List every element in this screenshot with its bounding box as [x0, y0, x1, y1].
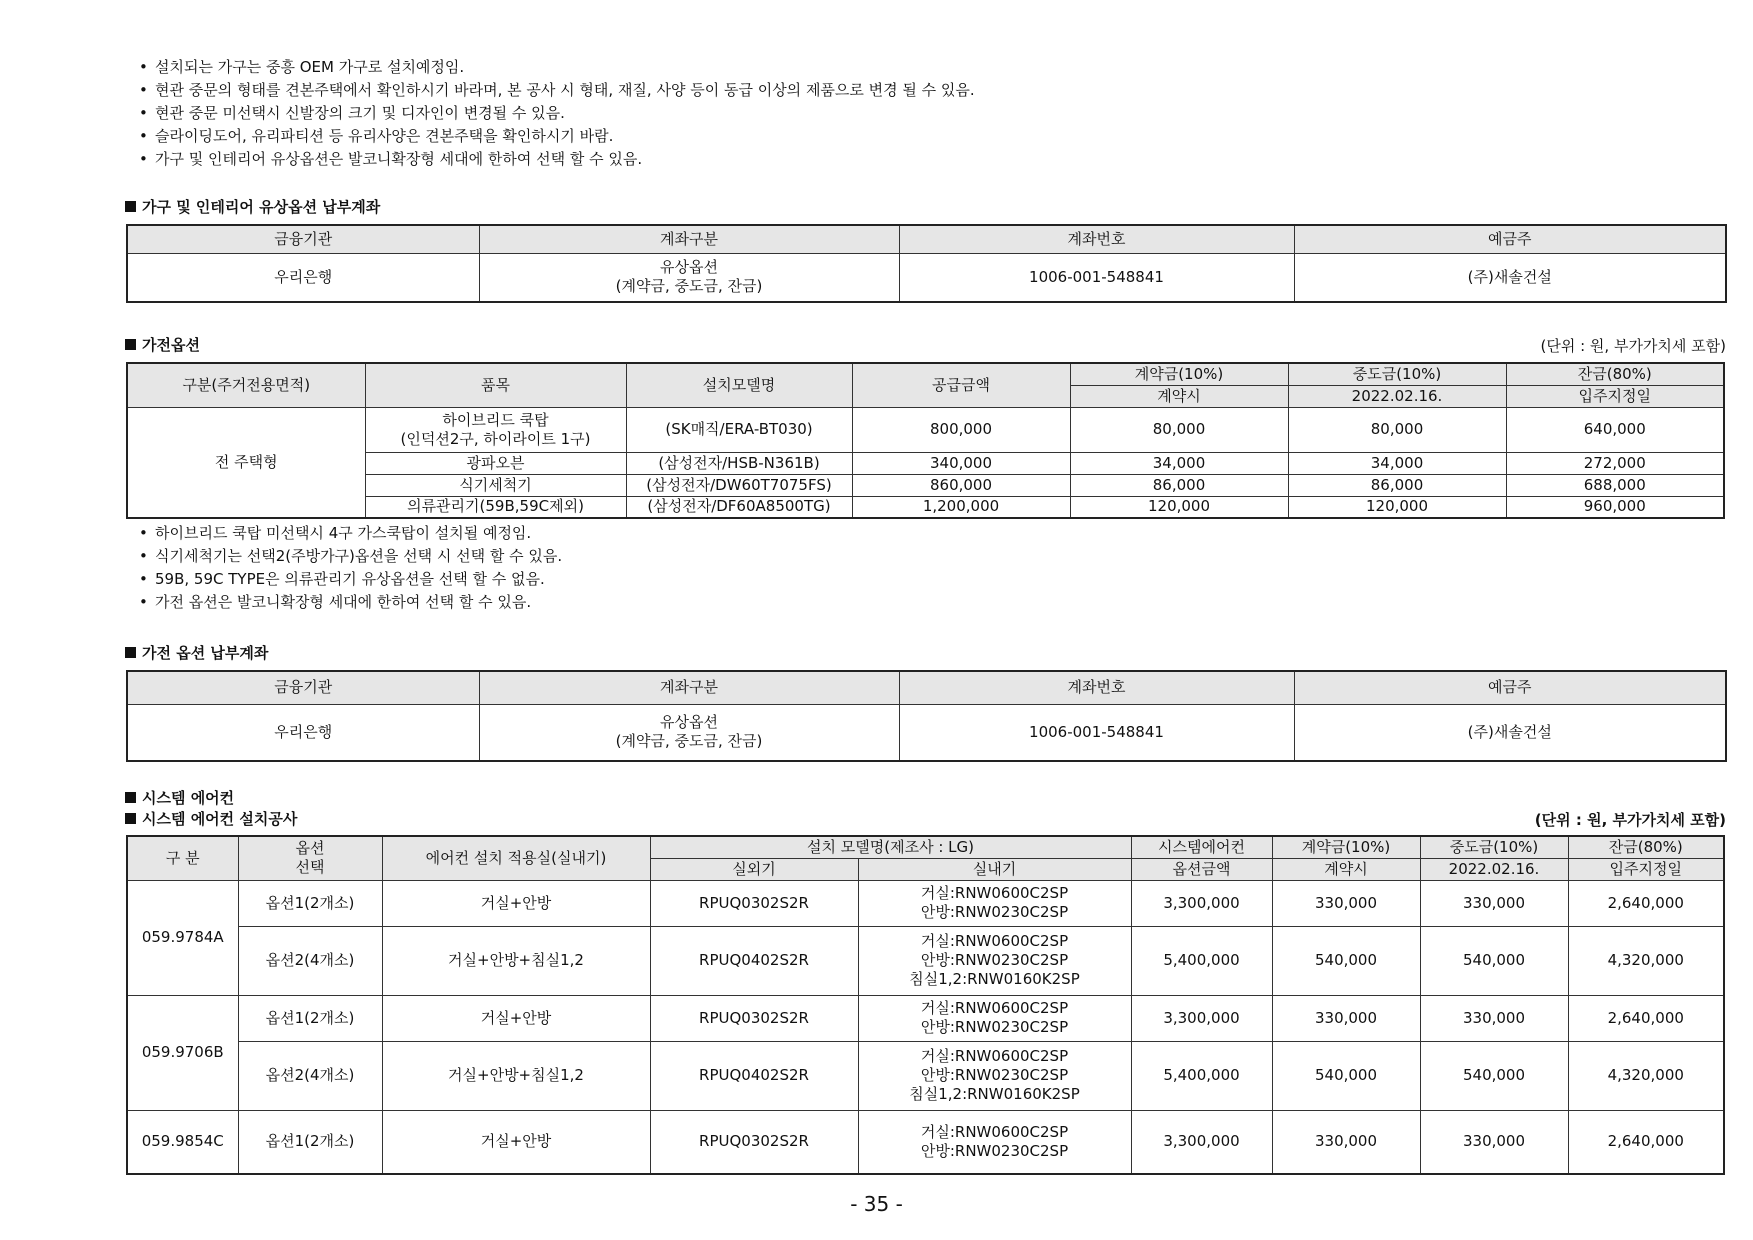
cell-account-holder: (주)새솔건설 [1294, 253, 1726, 302]
cell-option: 옵션1(2개소) [238, 1110, 382, 1174]
cell-balance: 2,640,000 [1568, 995, 1724, 1041]
note-item: • 설치되는 가구는 중흥 OEM 가구로 설치예정임. [125, 56, 975, 79]
top-notes-list [125, 56, 975, 171]
cell-model: (삼성전자/HSB-N361B) [626, 452, 852, 474]
note-item: • 하이브리드 쿡탑 미선택시 4구 가스쿡탑이 설치될 예정임. [125, 522, 562, 545]
note-item: • 59B, 59C TYPE은 의류관리기 유상옵션을 선택 할 수 없음. [125, 568, 562, 591]
note-item: • 현관 중문의 형태를 견본주택에서 확인하시기 바라며, 본 공사 시 형태, 재질, 사양 등이 동급 이상의 제품으로 변경 될 수 있음. [125, 79, 975, 102]
cell-outdoor: RPUQ0302S2R [650, 880, 858, 926]
cell-item: 식기세척기 [365, 474, 626, 496]
cell-indoor [858, 880, 1131, 926]
account-type-line1: 유상옵션 [660, 258, 718, 277]
appliance-account-table [126, 670, 1727, 762]
cell-bank: 우리은행 [127, 253, 479, 302]
cell-price: 860,000 [852, 474, 1070, 496]
indoor-line: 거실:RNW0600C2SP [920, 932, 1069, 950]
header-price-line2: 옵션금액 [1131, 858, 1272, 880]
note-item: • 식기세척기는 선택2(주방가구)옵션을 선택 시 선택 할 수 있음. [125, 545, 562, 568]
section-title-aircon-install [125, 809, 297, 829]
cell-deposit: 34,000 [1070, 452, 1288, 474]
cell-rooms: 거실+안방+침실1,2 [382, 926, 650, 995]
cell-balance: 2,640,000 [1568, 1110, 1724, 1174]
cell-price: 1,200,000 [852, 496, 1070, 518]
header-price-line1: 시스템에어컨 [1131, 836, 1272, 858]
cell-balance: 960,000 [1506, 496, 1724, 518]
square-bullet-icon [125, 201, 136, 212]
cell-middle: 330,000 [1420, 880, 1568, 926]
section-title-text: 시스템 에어컨 [142, 789, 235, 807]
cell-middle: 540,000 [1420, 926, 1568, 995]
section-title-appliance-account [125, 643, 268, 663]
cell-rooms: 거실+안방+침실1,2 [382, 1041, 650, 1110]
indoor-line: 안방:RNW0230C2SP [920, 1066, 1069, 1084]
header-indoor: 실내기 [858, 858, 1131, 880]
header-account-type: 계좌구분 [479, 225, 899, 253]
cell-option: 옵션1(2개소) [238, 880, 382, 926]
cell-indoor [858, 1110, 1131, 1174]
cell-price: 3,300,000 [1131, 995, 1272, 1041]
cell-deposit: 330,000 [1272, 995, 1420, 1041]
indoor-line: 안방:RNW0230C2SP [920, 1141, 1069, 1160]
cell-price: 5,400,000 [1131, 1041, 1272, 1110]
header-outdoor: 실외기 [650, 858, 858, 880]
header-balance: 잔금(80%) [1506, 363, 1724, 385]
square-bullet-icon [125, 813, 136, 824]
cell-price: 3,300,000 [1131, 880, 1272, 926]
cell-option: 옵션1(2개소) [238, 995, 382, 1041]
cell-balance: 2,640,000 [1568, 880, 1724, 926]
cell-middle: 86,000 [1288, 474, 1506, 496]
note-item: • 가전 옵션은 발코니확장형 세대에 한하여 선택 할 수 있음. [125, 591, 562, 614]
header-account-number: 계좌번호 [899, 225, 1294, 253]
cell-model: (SK매직/ERA-BT030) [626, 407, 852, 452]
cell-deposit: 540,000 [1272, 926, 1420, 995]
appliance-notes-list [125, 522, 562, 614]
furniture-account-table [126, 224, 1727, 303]
page-number: - 35 - [850, 1192, 903, 1216]
section-title-text: 가전 옵션 납부계좌 [142, 644, 269, 662]
indoor-line: 침실1,2:RNW0160K2SP [909, 1085, 1080, 1103]
cell-price: 5,400,000 [1131, 926, 1272, 995]
cell-middle: 330,000 [1420, 1110, 1568, 1174]
square-bullet-icon [125, 339, 136, 350]
section-title-text: 시스템 에어컨 설치공사 [142, 810, 298, 828]
square-bullet-icon [125, 647, 136, 658]
cell-account-type [479, 253, 899, 302]
cell-outdoor: RPUQ0302S2R [650, 995, 858, 1041]
cell-deposit: 540,000 [1272, 1041, 1420, 1110]
cell-middle: 34,000 [1288, 452, 1506, 474]
cell-balance: 4,320,000 [1568, 926, 1724, 995]
cell-account-holder: (주)새솔건설 [1294, 704, 1726, 761]
header-price: 공급금액 [852, 363, 1070, 407]
cell-balance: 272,000 [1506, 452, 1724, 474]
header-deposit-sub: 계약시 [1070, 385, 1288, 407]
header-bank: 금융기관 [127, 225, 479, 253]
header-balance: 잔금(80%) [1568, 836, 1724, 858]
indoor-line: 안방:RNW0230C2SP [920, 903, 1069, 921]
unit-note: (단위 : 원, 부가가치세 포함) [1534, 811, 1726, 829]
indoor-line: 침실1,2:RNW0160K2SP [909, 970, 1080, 988]
header-option-line1: 옵션 [295, 839, 325, 858]
cell-account-type [479, 704, 899, 761]
header-category: 구 분 [127, 836, 238, 880]
cell-price: 340,000 [852, 452, 1070, 474]
unit-note: (단위 : 원, 부가가치세 포함) [1540, 337, 1726, 355]
cell-option: 옵션2(4개소) [238, 1041, 382, 1110]
square-bullet-icon [125, 792, 136, 803]
cell-deposit: 330,000 [1272, 880, 1420, 926]
cell-type: 059.9854C [127, 1110, 238, 1174]
indoor-line: 안방:RNW0230C2SP [920, 951, 1069, 969]
cell-middle: 80,000 [1288, 407, 1506, 452]
item-line1: 하이브리드 쿡탑 [442, 410, 549, 429]
indoor-line: 안방:RNW0230C2SP [920, 1018, 1069, 1036]
account-type-line1: 유상옵션 [660, 713, 718, 732]
cell-balance: 4,320,000 [1568, 1041, 1724, 1110]
cell-outdoor: RPUQ0402S2R [650, 1041, 858, 1110]
header-option-line2: 선택 [295, 858, 325, 877]
cell-outdoor: RPUQ0302S2R [650, 1110, 858, 1174]
aircon-options-table [126, 835, 1725, 1175]
cell-model: (삼성전자/DW60T7075FS) [626, 474, 852, 496]
item-line2: (인덕션2구, 하이라이트 1구) [400, 429, 591, 448]
account-type-line2: (계약금, 중도금, 잔금) [615, 277, 763, 296]
header-middle: 중도금(10%) [1420, 836, 1568, 858]
header-account-holder: 예금주 [1294, 225, 1726, 253]
indoor-line: 거실:RNW0600C2SP [920, 1122, 1069, 1141]
cell-indoor [858, 995, 1131, 1041]
account-type-line2: (계약금, 중도금, 잔금) [615, 732, 763, 751]
cell-balance: 640,000 [1506, 407, 1724, 452]
header-middle-sub: 2022.02.16. [1420, 858, 1568, 880]
note-item: • 현관 중문 미선택시 신발장의 크기 및 디자인이 변경될 수 있음. [125, 102, 975, 125]
cell-account-number: 1006-001-548841 [899, 253, 1294, 302]
indoor-line: 거실:RNW0600C2SP [920, 999, 1069, 1017]
header-category: 구분(주거전용면적) [127, 363, 365, 407]
cell-rooms: 거실+안방 [382, 880, 650, 926]
note-item: • 가구 및 인테리어 유상옵션은 발코니확장형 세대에 한하여 선택 할 수 있음. [125, 148, 975, 171]
cell-option: 옵션2(4개소) [238, 926, 382, 995]
header-account-type: 계좌구분 [479, 671, 899, 704]
header-deposit-sub: 계약시 [1272, 858, 1420, 880]
section-title-text: 가전옵션 [142, 336, 200, 354]
header-item: 품목 [365, 363, 626, 407]
header-balance-sub: 입주지정일 [1568, 858, 1724, 880]
cell-deposit: 330,000 [1272, 1110, 1420, 1174]
cell-item: 의류관리기(59B,59C제외) [365, 496, 626, 518]
cell-rooms: 거실+안방 [382, 1110, 650, 1174]
cell-model: (삼성전자/DF60A8500TG) [626, 496, 852, 518]
cell-price: 800,000 [852, 407, 1070, 452]
cell-deposit: 80,000 [1070, 407, 1288, 452]
header-model: 설치모델명 [626, 363, 852, 407]
header-balance-sub: 입주지정일 [1506, 385, 1724, 407]
cell-price: 3,300,000 [1131, 1110, 1272, 1174]
header-middle: 중도금(10%) [1288, 363, 1506, 385]
cell-bank: 우리은행 [127, 704, 479, 761]
cell-middle: 120,000 [1288, 496, 1506, 518]
header-deposit: 계약금(10%) [1070, 363, 1288, 385]
cell-account-number: 1006-001-548841 [899, 704, 1294, 761]
section-title-appliance [125, 335, 200, 355]
header-account-holder: 예금주 [1294, 671, 1726, 704]
cell-type: 059.9784A [127, 880, 238, 995]
section-title-aircon [125, 788, 234, 808]
cell-deposit: 120,000 [1070, 496, 1288, 518]
header-middle-sub: 2022.02.16. [1288, 385, 1506, 407]
indoor-line: 거실:RNW0600C2SP [920, 884, 1069, 902]
cell-deposit: 86,000 [1070, 474, 1288, 496]
cell-category: 전 주택형 [127, 407, 365, 518]
cell-item: 광파오븐 [365, 452, 626, 474]
cell-item [365, 407, 626, 452]
cell-middle: 540,000 [1420, 1041, 1568, 1110]
cell-outdoor: RPUQ0402S2R [650, 926, 858, 995]
header-bank: 금융기관 [127, 671, 479, 704]
header-model: 설치 모델명(제조사 : LG) [650, 836, 1131, 858]
cell-indoor [858, 1041, 1131, 1110]
section-title-furniture-account [125, 197, 380, 217]
cell-rooms: 거실+안방 [382, 995, 650, 1041]
section-title-text: 가구 및 인테리어 유상옵션 납부계좌 [142, 198, 381, 216]
header-deposit: 계약금(10%) [1272, 836, 1420, 858]
header-account-number: 계좌번호 [899, 671, 1294, 704]
note-item: • 슬라이딩도어, 유리파티션 등 유리사양은 견본주택을 확인하시기 바람. [125, 125, 975, 148]
indoor-line: 거실:RNW0600C2SP [920, 1047, 1069, 1065]
cell-indoor [858, 926, 1131, 995]
header-option [238, 836, 382, 880]
appliance-options-table [126, 362, 1725, 519]
header-rooms: 에어컨 설치 적용실(실내기) [382, 836, 650, 880]
cell-type: 059.9706B [127, 995, 238, 1110]
cell-middle: 330,000 [1420, 995, 1568, 1041]
cell-balance: 688,000 [1506, 474, 1724, 496]
